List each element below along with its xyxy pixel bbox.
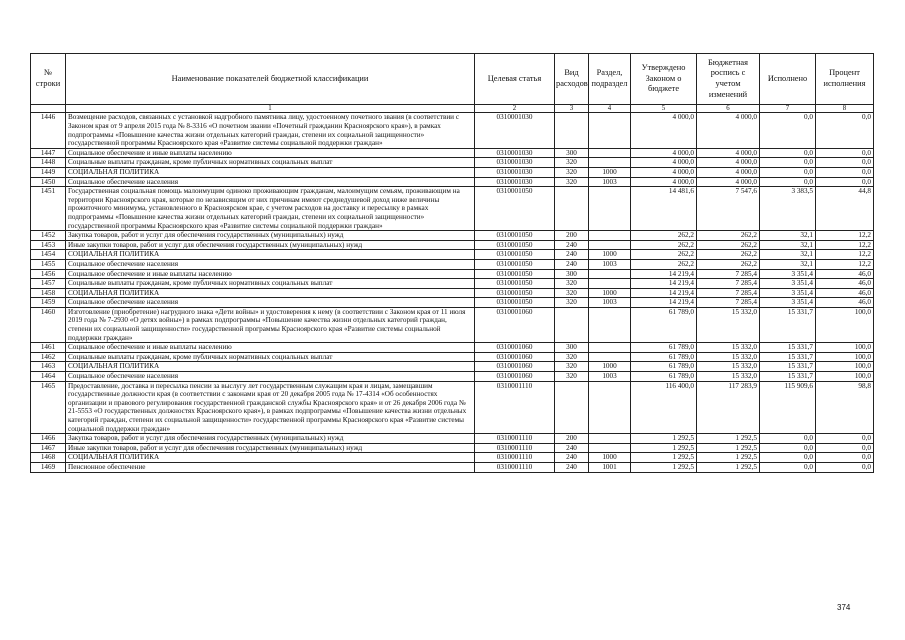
percent-cell: 0,0 — [816, 158, 874, 168]
indicator-name-cell: Социальные выплаты гражданам, кроме публичных нормативных социальных выплат — [66, 279, 475, 289]
approved-amount-cell: 1 292,5 — [631, 462, 697, 472]
budget-list-amount-cell: 262,2 — [697, 259, 760, 269]
section-cell — [589, 343, 631, 353]
approved-amount-cell: 61 789,0 — [631, 352, 697, 362]
indicator-name-cell: СОЦИАЛЬНАЯ ПОЛИТИКА — [66, 167, 475, 177]
column-number: 2 — [475, 105, 555, 113]
executed-amount-cell: 32,1 — [760, 250, 816, 260]
expense-type-cell: 320 — [555, 158, 589, 168]
table-body — [31, 113, 874, 472]
expense-type-cell: 300 — [555, 148, 589, 158]
table-row — [31, 187, 874, 231]
approved-amount-cell: 262,2 — [631, 259, 697, 269]
section-cell — [589, 231, 631, 241]
executed-amount-cell: 3 351,4 — [760, 298, 816, 308]
approved-amount-cell: 14 219,4 — [631, 298, 697, 308]
row-number-cell: 1446 — [31, 113, 66, 148]
header-section: Раздел, подраздел — [589, 54, 631, 105]
budget-list-amount-cell: 262,2 — [697, 231, 760, 241]
section-cell: 1000 — [589, 167, 631, 177]
row-number-cell: 1456 — [31, 269, 66, 279]
executed-amount-cell: 0,0 — [760, 158, 816, 168]
indicator-name-cell: Иные закупки товаров, работ и услуг для обеспечения государственных (муниципальных) нужд — [66, 240, 475, 250]
executed-amount-cell: 32,1 — [760, 231, 816, 241]
target-article-cell: 0310001110 — [475, 443, 555, 453]
header-percent: Процент исполнения — [816, 54, 874, 105]
row-number-cell: 1463 — [31, 362, 66, 372]
expense-type-cell: 240 — [555, 443, 589, 453]
percent-cell: 46,0 — [816, 288, 874, 298]
budget-list-amount-cell: 15 332,0 — [697, 307, 760, 342]
row-number-cell: 1453 — [31, 240, 66, 250]
target-article-cell: 0310001050 — [475, 250, 555, 260]
row-number-cell: 1461 — [31, 343, 66, 353]
expense-type-cell: 320 — [555, 279, 589, 289]
header-executed: Исполнено — [760, 54, 816, 105]
executed-amount-cell: 15 331,7 — [760, 362, 816, 372]
column-number — [31, 105, 66, 113]
section-cell — [589, 113, 631, 148]
row-number-cell: 1468 — [31, 453, 66, 463]
target-article-cell: 0310001060 — [475, 362, 555, 372]
header-name: Наименование показателей бюджетной классификации — [66, 54, 475, 105]
executed-amount-cell: 0,0 — [760, 177, 816, 187]
table-row — [31, 307, 874, 342]
target-article-cell: 0310001030 — [475, 158, 555, 168]
expense-type-cell — [555, 307, 589, 342]
table-row — [31, 269, 874, 279]
expense-type-cell: 240 — [555, 250, 589, 260]
executed-amount-cell: 0,0 — [760, 113, 816, 148]
table-row — [31, 381, 874, 434]
executed-amount-cell: 15 331,7 — [760, 372, 816, 382]
section-cell — [589, 187, 631, 231]
executed-amount-cell: 3 383,5 — [760, 187, 816, 231]
approved-amount-cell: 14 481,6 — [631, 187, 697, 231]
target-article-cell: 0310001030 — [475, 167, 555, 177]
executed-amount-cell: 32,1 — [760, 259, 816, 269]
budget-list-amount-cell: 15 332,0 — [697, 372, 760, 382]
header-approved: Утверждено Законом о бюджете — [631, 54, 697, 105]
column-number: 4 — [589, 105, 631, 113]
expense-type-cell: 320 — [555, 288, 589, 298]
row-number-cell: 1465 — [31, 381, 66, 434]
section-cell: 1003 — [589, 259, 631, 269]
indicator-name-cell: Социальное обеспечение населения — [66, 177, 475, 187]
indicator-name-cell: СОЦИАЛЬНАЯ ПОЛИТИКА — [66, 453, 475, 463]
header-row — [31, 54, 874, 105]
target-article-cell: 0310001060 — [475, 352, 555, 362]
approved-amount-cell: 4 000,0 — [631, 167, 697, 177]
section-cell: 1003 — [589, 298, 631, 308]
approved-amount-cell: 116 400,0 — [631, 381, 697, 434]
table-row — [31, 372, 874, 382]
indicator-name-cell: Закупка товаров, работ и услуг для обеспечения государственных (муниципальных) нужд — [66, 231, 475, 241]
row-number-cell: 1467 — [31, 443, 66, 453]
approved-amount-cell: 14 219,4 — [631, 279, 697, 289]
percent-cell: 12,2 — [816, 240, 874, 250]
expense-type-cell: 240 — [555, 453, 589, 463]
executed-amount-cell: 0,0 — [760, 443, 816, 453]
row-number-cell: 1447 — [31, 148, 66, 158]
target-article-cell: 0310001050 — [475, 240, 555, 250]
budget-table — [30, 53, 874, 473]
row-number-cell: 1462 — [31, 352, 66, 362]
table-row — [31, 343, 874, 353]
percent-cell: 46,0 — [816, 269, 874, 279]
indicator-name-cell: Предоставление, доставка и пересылка пенсии за выслугу лет государственным служащим края и лицам, замещавшим государственные должности края (в соответствии с законами края от 20 декабря 2005 года № 17-4314 «Об особенностях организации и правового регулирования государственной гражданской службы Красноярского края» и от 26 декабря 2006 года № 21-5553 «О государственных должностях Красноярского края»), в рамках подпрограммы «Повышение качества жизни отдельных категорий граждан, степени их социальной защищенности» государственной программы Красноярского края «Развитие системы социальной поддержки граждан» — [66, 381, 475, 434]
table-row — [31, 443, 874, 453]
section-cell: 1003 — [589, 372, 631, 382]
target-article-cell: 0310001050 — [475, 288, 555, 298]
indicator-name-cell: Иные закупки товаров, работ и услуг для обеспечения государственных (муниципальных) нужд — [66, 443, 475, 453]
column-number: 5 — [631, 105, 697, 113]
header-row-number: № строки — [31, 54, 66, 105]
budget-list-amount-cell: 262,2 — [697, 250, 760, 260]
target-article-cell: 0310001030 — [475, 177, 555, 187]
table-row — [31, 231, 874, 241]
budget-list-amount-cell: 1 292,5 — [697, 443, 760, 453]
column-number: 8 — [816, 105, 874, 113]
section-cell: 1001 — [589, 462, 631, 472]
percent-cell: 100,0 — [816, 343, 874, 353]
executed-amount-cell: 3 351,4 — [760, 288, 816, 298]
indicator-name-cell: Социальное обеспечение и иные выплаты населению — [66, 343, 475, 353]
row-number-cell: 1454 — [31, 250, 66, 260]
table-row — [31, 177, 874, 187]
column-number: 3 — [555, 105, 589, 113]
percent-cell: 0,0 — [816, 443, 874, 453]
budget-list-amount-cell: 4 000,0 — [697, 167, 760, 177]
header-expense-type: Вид расходов — [555, 54, 589, 105]
expense-type-cell: 240 — [555, 240, 589, 250]
executed-amount-cell: 3 351,4 — [760, 279, 816, 289]
row-number-cell: 1455 — [31, 259, 66, 269]
row-number-cell: 1459 — [31, 298, 66, 308]
target-article-cell: 0310001110 — [475, 462, 555, 472]
executed-amount-cell: 3 351,4 — [760, 269, 816, 279]
percent-cell: 46,0 — [816, 279, 874, 289]
expense-type-cell: 320 — [555, 352, 589, 362]
executed-amount-cell: 15 331,7 — [760, 307, 816, 342]
indicator-name-cell: СОЦИАЛЬНАЯ ПОЛИТИКА — [66, 362, 475, 372]
budget-list-amount-cell: 15 332,0 — [697, 352, 760, 362]
approved-amount-cell: 4 000,0 — [631, 177, 697, 187]
row-number-cell: 1466 — [31, 434, 66, 444]
column-number: 1 — [66, 105, 475, 113]
approved-amount-cell: 4 000,0 — [631, 148, 697, 158]
expense-type-cell: 320 — [555, 298, 589, 308]
expense-type-cell — [555, 381, 589, 434]
budget-list-amount-cell: 15 332,0 — [697, 362, 760, 372]
row-number-cell: 1464 — [31, 372, 66, 382]
table-row — [31, 279, 874, 289]
percent-cell: 46,0 — [816, 298, 874, 308]
executed-amount-cell: 0,0 — [760, 453, 816, 463]
executed-amount-cell: 0,0 — [760, 434, 816, 444]
target-article-cell: 0310001030 — [475, 148, 555, 158]
section-cell: 1003 — [589, 177, 631, 187]
budget-list-amount-cell: 7 285,4 — [697, 279, 760, 289]
target-article-cell: 0310001110 — [475, 453, 555, 463]
approved-amount-cell: 262,2 — [631, 231, 697, 241]
indicator-name-cell: Государственная социальная помощь малоимущим одиноко проживающим гражданам, малоимущим семьям, проживающим на территории Красноярского края, которые по независящим от них причинам имеют среднедушевой доход ниже величины прожиточного минимума, установленного в Красноярском крае, с учетом расходов на доставку и пересылку в рамках подпрограммы «Повышение качества жизни отдельных категорий граждан, степени их социальной защищенности» государственной программы Красноярского края «Развитие системы социальной поддержки граждан» — [66, 187, 475, 231]
indicator-name-cell: Пенсионное обеспечение — [66, 462, 475, 472]
percent-cell: 100,0 — [816, 372, 874, 382]
approved-amount-cell: 61 789,0 — [631, 307, 697, 342]
table-row — [31, 434, 874, 444]
budget-list-amount-cell: 1 292,5 — [697, 453, 760, 463]
expense-type-cell — [555, 113, 589, 148]
executed-amount-cell: 0,0 — [760, 167, 816, 177]
percent-cell: 100,0 — [816, 352, 874, 362]
approved-amount-cell: 1 292,5 — [631, 453, 697, 463]
expense-type-cell: 300 — [555, 269, 589, 279]
percent-cell: 0,0 — [816, 148, 874, 158]
executed-amount-cell: 0,0 — [760, 148, 816, 158]
column-number: 6 — [697, 105, 760, 113]
approved-amount-cell: 14 219,4 — [631, 269, 697, 279]
table-row — [31, 240, 874, 250]
section-cell — [589, 158, 631, 168]
target-article-cell: 0310001050 — [475, 187, 555, 231]
table-row — [31, 288, 874, 298]
budget-list-amount-cell: 117 283,9 — [697, 381, 760, 434]
executed-amount-cell: 0,0 — [760, 462, 816, 472]
expense-type-cell: 240 — [555, 462, 589, 472]
executed-amount-cell: 15 331,7 — [760, 352, 816, 362]
section-cell — [589, 240, 631, 250]
budget-list-amount-cell: 4 000,0 — [697, 113, 760, 148]
table-row — [31, 148, 874, 158]
indicator-name-cell: СОЦИАЛЬНАЯ ПОЛИТИКА — [66, 288, 475, 298]
section-cell: 1000 — [589, 250, 631, 260]
table-row — [31, 113, 874, 148]
target-article-cell: 0310001110 — [475, 381, 555, 434]
row-number-cell: 1451 — [31, 187, 66, 231]
indicator-name-cell: Закупка товаров, работ и услуг для обеспечения государственных (муниципальных) нужд — [66, 434, 475, 444]
indicator-name-cell: Социальное обеспечение и иные выплаты населению — [66, 269, 475, 279]
percent-cell: 0,0 — [816, 113, 874, 148]
executed-amount-cell: 15 331,7 — [760, 343, 816, 353]
expense-type-cell: 320 — [555, 177, 589, 187]
approved-amount-cell: 4 000,0 — [631, 158, 697, 168]
section-cell: 1000 — [589, 362, 631, 372]
percent-cell: 12,2 — [816, 250, 874, 260]
budget-list-amount-cell: 4 000,0 — [697, 177, 760, 187]
section-cell — [589, 352, 631, 362]
approved-amount-cell: 61 789,0 — [631, 362, 697, 372]
column-number-row — [31, 105, 874, 113]
expense-type-cell: 320 — [555, 167, 589, 177]
table-row — [31, 259, 874, 269]
percent-cell: 0,0 — [816, 462, 874, 472]
table-row — [31, 250, 874, 260]
table-row — [31, 167, 874, 177]
row-number-cell: 1452 — [31, 231, 66, 241]
percent-cell: 0,0 — [816, 453, 874, 463]
section-cell: 1000 — [589, 453, 631, 463]
section-cell — [589, 269, 631, 279]
section-cell — [589, 443, 631, 453]
approved-amount-cell: 4 000,0 — [631, 113, 697, 148]
percent-cell: 98,8 — [816, 381, 874, 434]
budget-list-amount-cell: 1 292,5 — [697, 462, 760, 472]
expense-type-cell: 320 — [555, 372, 589, 382]
target-article-cell: 0310001050 — [475, 298, 555, 308]
approved-amount-cell: 61 789,0 — [631, 343, 697, 353]
target-article-cell: 0310001050 — [475, 279, 555, 289]
table-row — [31, 453, 874, 463]
table-row — [31, 462, 874, 472]
expense-type-cell: 320 — [555, 362, 589, 372]
target-article-cell: 0310001050 — [475, 269, 555, 279]
table-row — [31, 158, 874, 168]
target-article-cell: 0310001060 — [475, 372, 555, 382]
indicator-name-cell: Социальные выплаты гражданам, кроме публичных нормативных социальных выплат — [66, 352, 475, 362]
budget-list-amount-cell: 7 285,4 — [697, 298, 760, 308]
budget-list-amount-cell: 262,2 — [697, 240, 760, 250]
expense-type-cell: 200 — [555, 231, 589, 241]
approved-amount-cell: 1 292,5 — [631, 443, 697, 453]
percent-cell: 44,8 — [816, 187, 874, 231]
indicator-name-cell: Изготовление (приобретение) нагрудного знака «Дети войны» и удостоверения к нему (в соответствии с Законом края от 11 июля 2019 года № 7-2930 «О детях войны») в рамках подпрограммы «Повышение качества жизни отдельных категорий граждан, степени их социальной защищенности» государственной программы Красноярского края «Развитие системы социальной поддержки граждан» — [66, 307, 475, 342]
percent-cell: 0,0 — [816, 434, 874, 444]
section-cell — [589, 307, 631, 342]
row-number-cell: 1449 — [31, 167, 66, 177]
target-article-cell: 0310001030 — [475, 113, 555, 148]
executed-amount-cell: 32,1 — [760, 240, 816, 250]
percent-cell: 0,0 — [816, 167, 874, 177]
indicator-name-cell: Социальные выплаты гражданам, кроме публичных нормативных социальных выплат — [66, 158, 475, 168]
budget-list-amount-cell: 7 285,4 — [697, 288, 760, 298]
expense-type-cell: 200 — [555, 434, 589, 444]
percent-cell: 0,0 — [816, 177, 874, 187]
header-target-article: Целевая статья — [475, 54, 555, 105]
target-article-cell: 0310001060 — [475, 343, 555, 353]
expense-type-cell: 240 — [555, 259, 589, 269]
target-article-cell: 0310001060 — [475, 307, 555, 342]
indicator-name-cell: Возмещение расходов, связанных с установкой надгробного памятника лицу, удостоенному почетного звания (в соответствии с Законом края от 9 апреля 2015 года № 8-3316 «О почетном звании «Почетный гражданин Красноярского края»), в рамках подпрограммы «Повышение качества жизни отдельных категорий граждан, степени их социальной защищенности» государственной программы Красноярского края «Развитие системы социальной поддержки граждан» — [66, 113, 475, 148]
budget-list-amount-cell: 7 285,4 — [697, 269, 760, 279]
section-cell: 1000 — [589, 288, 631, 298]
row-number-cell: 1469 — [31, 462, 66, 472]
target-article-cell: 0310001110 — [475, 434, 555, 444]
budget-list-amount-cell: 7 547,6 — [697, 187, 760, 231]
target-article-cell: 0310001050 — [475, 259, 555, 269]
section-cell — [589, 381, 631, 434]
indicator-name-cell: Социальное обеспечение и иные выплаты населению — [66, 148, 475, 158]
table-row — [31, 352, 874, 362]
indicator-name-cell: СОЦИАЛЬНАЯ ПОЛИТИКА — [66, 250, 475, 260]
target-article-cell: 0310001050 — [475, 231, 555, 241]
approved-amount-cell: 262,2 — [631, 240, 697, 250]
row-number-cell: 1458 — [31, 288, 66, 298]
section-cell — [589, 148, 631, 158]
percent-cell: 12,2 — [816, 259, 874, 269]
approved-amount-cell: 61 789,0 — [631, 372, 697, 382]
budget-list-amount-cell: 4 000,0 — [697, 158, 760, 168]
percent-cell: 100,0 — [816, 307, 874, 342]
approved-amount-cell: 14 219,4 — [631, 288, 697, 298]
executed-amount-cell: 115 909,6 — [760, 381, 816, 434]
header-budget-list: Бюджетная роспись с учетом изменений — [697, 54, 760, 105]
column-number: 7 — [760, 105, 816, 113]
section-cell — [589, 279, 631, 289]
budget-list-amount-cell: 15 332,0 — [697, 343, 760, 353]
budget-list-amount-cell: 1 292,5 — [697, 434, 760, 444]
budget-list-amount-cell: 4 000,0 — [697, 148, 760, 158]
expense-type-cell: 300 — [555, 343, 589, 353]
expense-type-cell — [555, 187, 589, 231]
indicator-name-cell: Социальное обеспечение населения — [66, 372, 475, 382]
section-cell — [589, 434, 631, 444]
row-number-cell: 1450 — [31, 177, 66, 187]
indicator-name-cell: Социальное обеспечение населения — [66, 259, 475, 269]
approved-amount-cell: 1 292,5 — [631, 434, 697, 444]
row-number-cell: 1460 — [31, 307, 66, 342]
indicator-name-cell: Социальное обеспечение населения — [66, 298, 475, 308]
table-row — [31, 298, 874, 308]
row-number-cell: 1448 — [31, 158, 66, 168]
row-number-cell: 1457 — [31, 279, 66, 289]
table-row — [31, 362, 874, 372]
percent-cell: 100,0 — [816, 362, 874, 372]
approved-amount-cell: 262,2 — [631, 250, 697, 260]
page-number: 374 — [837, 603, 851, 612]
percent-cell: 12,2 — [816, 231, 874, 241]
